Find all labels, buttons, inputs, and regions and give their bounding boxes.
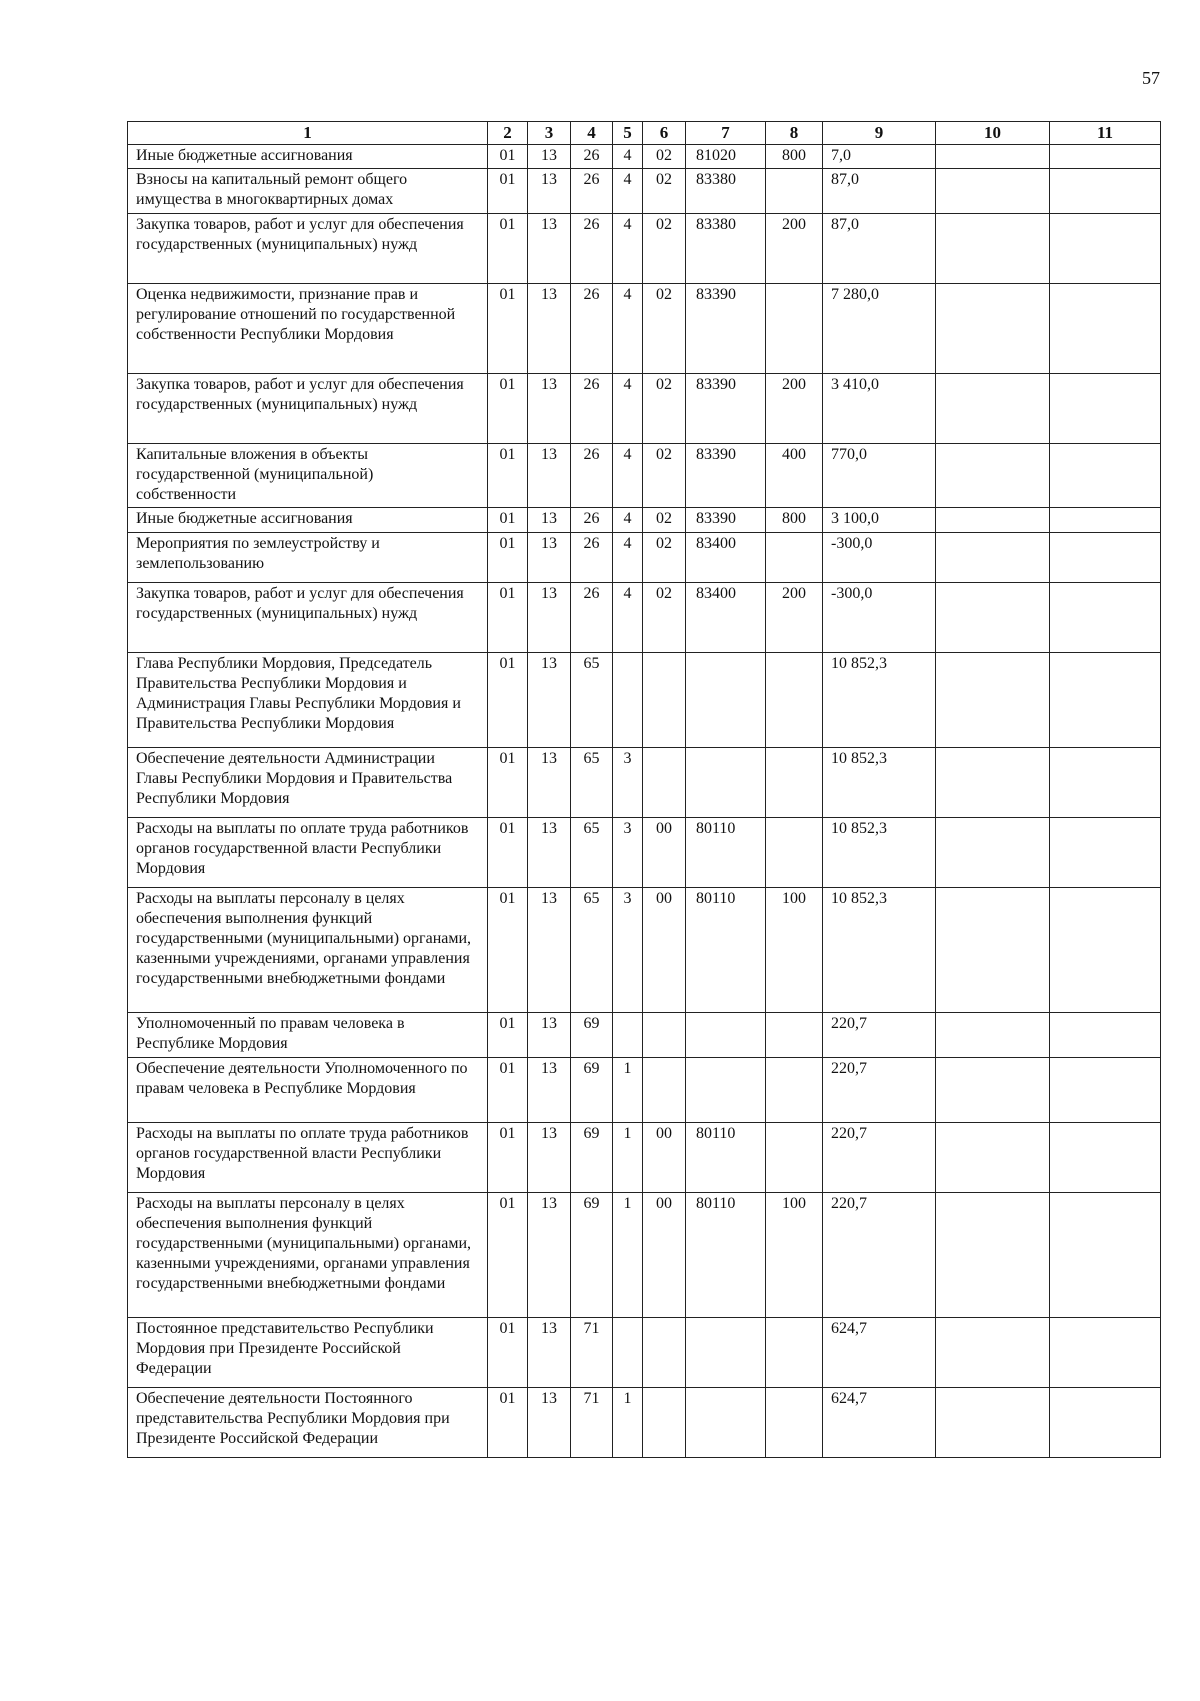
table-row [128,1388,1161,1458]
cell-col-11 [1050,1058,1161,1123]
cell-col-10 [936,374,1050,444]
cell-col-4: 69 [571,1193,613,1318]
cell-col-10 [936,533,1050,583]
table-row [128,374,1161,444]
cell-col-9: 10 852,3 [823,888,936,1013]
cell-col-7 [686,1388,766,1458]
cell-col-9: -300,0 [823,533,936,583]
cell-col-5: 1 [613,1058,643,1123]
cell-col-6: 02 [643,284,686,374]
cell-col-10 [936,508,1050,533]
cell-col-2: 01 [488,1318,528,1388]
cell-col-5: 4 [613,284,643,374]
cell-col-5: 4 [613,533,643,583]
cell-col-9: 624,7 [823,1388,936,1458]
cell-col-2: 01 [488,169,528,214]
cell-col-4: 65 [571,748,613,818]
cell-col-2: 01 [488,1193,528,1318]
cell-col-2: 01 [488,748,528,818]
cell-col-5: 4 [613,583,643,653]
cell-col-10 [936,583,1050,653]
cell-col-2: 01 [488,888,528,1013]
cell-col-5: 3 [613,888,643,1013]
cell-col-11 [1050,533,1161,583]
cell-col-6: 02 [643,444,686,508]
cell-col-9: 7,0 [823,145,936,169]
cell-col-7 [686,1318,766,1388]
cell-col-9: 220,7 [823,1123,936,1193]
row-name-cell: Закупка товаров, работ и услуг для обеспечения государственных (муниципальных) нужд [128,583,488,653]
cell-col-3: 13 [528,169,571,214]
cell-col-7: 83390 [686,374,766,444]
cell-col-4: 65 [571,653,613,748]
cell-col-2: 01 [488,1013,528,1058]
cell-col-2: 01 [488,145,528,169]
cell-col-6 [643,1388,686,1458]
cell-col-5 [613,1318,643,1388]
cell-col-6 [643,1318,686,1388]
table-row [128,1013,1161,1058]
cell-col-8: 200 [766,214,823,284]
cell-col-6 [643,1013,686,1058]
cell-col-8 [766,169,823,214]
cell-col-5: 1 [613,1388,643,1458]
column-header-3: 3 [528,122,571,145]
cell-col-4: 69 [571,1058,613,1123]
cell-col-6 [643,1058,686,1123]
cell-col-3: 13 [528,583,571,653]
table-row [128,653,1161,748]
cell-col-5: 3 [613,818,643,888]
cell-col-3: 13 [528,1193,571,1318]
cell-col-9: 87,0 [823,214,936,284]
column-header-8: 8 [766,122,823,145]
cell-col-3: 13 [528,1058,571,1123]
table-row [128,888,1161,1013]
column-header-5: 5 [613,122,643,145]
cell-col-11 [1050,374,1161,444]
column-header-11: 11 [1050,122,1161,145]
column-header-7: 7 [686,122,766,145]
cell-col-8 [766,818,823,888]
cell-col-7: 83390 [686,284,766,374]
cell-col-4: 69 [571,1123,613,1193]
table-row [128,284,1161,374]
cell-col-6: 00 [643,1123,686,1193]
table-row [128,444,1161,508]
table-row [128,214,1161,284]
cell-col-4: 65 [571,888,613,1013]
cell-col-6: 00 [643,818,686,888]
cell-col-11 [1050,169,1161,214]
cell-col-5: 4 [613,374,643,444]
cell-col-6: 02 [643,374,686,444]
cell-col-3: 13 [528,1388,571,1458]
cell-col-4: 26 [571,508,613,533]
cell-col-11 [1050,284,1161,374]
cell-col-2: 01 [488,1123,528,1193]
cell-col-4: 26 [571,533,613,583]
cell-col-10 [936,653,1050,748]
cell-col-8: 200 [766,583,823,653]
cell-col-2: 01 [488,214,528,284]
table-row [128,1318,1161,1388]
cell-col-5: 4 [613,214,643,284]
column-header-2: 2 [488,122,528,145]
cell-col-2: 01 [488,508,528,533]
cell-col-7: 83400 [686,533,766,583]
cell-col-11 [1050,1123,1161,1193]
cell-col-11 [1050,818,1161,888]
cell-col-9: 220,7 [823,1193,936,1318]
cell-col-8 [766,1013,823,1058]
cell-col-8: 800 [766,508,823,533]
cell-col-4: 26 [571,583,613,653]
cell-col-8 [766,284,823,374]
row-name-cell: Взносы на капитальный ремонт общего имущества в многоквартирных домах [128,169,488,214]
table-row [128,533,1161,583]
cell-col-2: 01 [488,284,528,374]
cell-col-11 [1050,214,1161,284]
row-name-cell: Иные бюджетные ассигнования [128,508,488,533]
cell-col-4: 71 [571,1388,613,1458]
row-name-cell: Постоянное представительство Республики Мордовия при Президенте Российской Федерации [128,1318,488,1388]
table-row [128,818,1161,888]
cell-col-11 [1050,748,1161,818]
table-row [128,583,1161,653]
row-name-cell: Мероприятия по землеустройству и землепользованию [128,533,488,583]
cell-col-6: 02 [643,145,686,169]
cell-col-10 [936,888,1050,1013]
cell-col-3: 13 [528,214,571,284]
cell-col-8 [766,1388,823,1458]
cell-col-5: 1 [613,1123,643,1193]
cell-col-7 [686,1058,766,1123]
cell-col-3: 13 [528,748,571,818]
cell-col-7: 83390 [686,508,766,533]
cell-col-11 [1050,888,1161,1013]
cell-col-9: 10 852,3 [823,748,936,818]
page-number: 57 [1142,68,1160,88]
cell-col-9: 10 852,3 [823,818,936,888]
table-row [128,169,1161,214]
cell-col-9: 770,0 [823,444,936,508]
cell-col-7: 80110 [686,888,766,1013]
cell-col-8: 100 [766,1193,823,1318]
cell-col-11 [1050,653,1161,748]
table-header-row [128,122,1161,145]
cell-col-7: 80110 [686,1123,766,1193]
cell-col-7: 80110 [686,1193,766,1318]
column-header-1: 1 [128,122,488,145]
row-name-cell: Капитальные вложения в объекты государственной (муниципальной) собственности [128,444,488,508]
column-header-6: 6 [643,122,686,145]
cell-col-2: 01 [488,1388,528,1458]
row-name-cell: Оценка недвижимости, признание прав и регулирование отношений по государственной собственности Республики Мордовия [128,284,488,374]
cell-col-3: 13 [528,653,571,748]
cell-col-7 [686,1013,766,1058]
cell-col-6 [643,653,686,748]
cell-col-10 [936,748,1050,818]
cell-col-4: 26 [571,145,613,169]
cell-col-2: 01 [488,818,528,888]
cell-col-8 [766,533,823,583]
cell-col-2: 01 [488,1058,528,1123]
cell-col-3: 13 [528,145,571,169]
cell-col-11 [1050,444,1161,508]
cell-col-3: 13 [528,444,571,508]
cell-col-10 [936,818,1050,888]
cell-col-9: 3 100,0 [823,508,936,533]
row-name-cell: Обеспечение деятельности Уполномоченного по правам человека в Республике Мордовия [128,1058,488,1123]
cell-col-11 [1050,1318,1161,1388]
cell-col-9: 10 852,3 [823,653,936,748]
cell-col-8: 400 [766,444,823,508]
cell-col-3: 13 [528,508,571,533]
cell-col-6: 02 [643,214,686,284]
table-row [128,1193,1161,1318]
cell-col-5: 4 [613,444,643,508]
cell-col-5 [613,653,643,748]
cell-col-10 [936,1193,1050,1318]
table-row [128,508,1161,533]
cell-col-6: 02 [643,169,686,214]
cell-col-11 [1050,145,1161,169]
table-row [128,1058,1161,1123]
cell-col-2: 01 [488,653,528,748]
budget-table [127,121,1161,1458]
column-header-9: 9 [823,122,936,145]
cell-col-10 [936,1013,1050,1058]
row-name-cell: Расходы на выплаты по оплате труда работников органов государственной власти Республики Мордовия [128,818,488,888]
row-name-cell: Расходы на выплаты по оплате труда работников органов государственной власти Республики Мордовия [128,1123,488,1193]
cell-col-5: 1 [613,1193,643,1318]
row-name-cell: Обеспечение деятельности Администрации Главы Республики Мордовия и Правительства Республики Мордовия [128,748,488,818]
cell-col-7: 83380 [686,169,766,214]
cell-col-6 [643,748,686,818]
cell-col-3: 13 [528,374,571,444]
row-name-cell: Расходы на выплаты персоналу в целях обеспечения выполнения функций государственными (муниципальными) органами, казенными учреждениями, органами управления государственными внебюджетными фондами [128,888,488,1013]
cell-col-6: 00 [643,888,686,1013]
table-row [128,748,1161,818]
cell-col-10 [936,169,1050,214]
cell-col-2: 01 [488,444,528,508]
cell-col-5: 3 [613,748,643,818]
cell-col-9: 220,7 [823,1058,936,1123]
row-name-cell: Уполномоченный по правам человека в Республике Мордовия [128,1013,488,1058]
cell-col-9: 220,7 [823,1013,936,1058]
cell-col-7: 81020 [686,145,766,169]
column-header-10: 10 [936,122,1050,145]
cell-col-10 [936,1388,1050,1458]
cell-col-5: 4 [613,169,643,214]
cell-col-5 [613,1013,643,1058]
cell-col-11 [1050,508,1161,533]
cell-col-9: -300,0 [823,583,936,653]
cell-col-5: 4 [613,145,643,169]
cell-col-4: 26 [571,214,613,284]
cell-col-11 [1050,1013,1161,1058]
cell-col-7: 83380 [686,214,766,284]
row-name-cell: Иные бюджетные ассигнования [128,145,488,169]
cell-col-8: 100 [766,888,823,1013]
cell-col-8 [766,653,823,748]
row-name-cell: Глава Республики Мордовия, Председатель Правительства Республики Мордовия и Администрация Главы Республики Мордовия и Правительства Республики Мордовия [128,653,488,748]
cell-col-2: 01 [488,583,528,653]
row-name-cell: Закупка товаров, работ и услуг для обеспечения государственных (муниципальных) нужд [128,374,488,444]
cell-col-8 [766,1123,823,1193]
cell-col-3: 13 [528,818,571,888]
cell-col-4: 26 [571,374,613,444]
cell-col-3: 13 [528,1318,571,1388]
cell-col-9: 7 280,0 [823,284,936,374]
cell-col-6: 02 [643,583,686,653]
cell-col-10 [936,1058,1050,1123]
cell-col-4: 26 [571,444,613,508]
cell-col-4: 69 [571,1013,613,1058]
cell-col-4: 26 [571,169,613,214]
cell-col-8 [766,1058,823,1123]
cell-col-4: 65 [571,818,613,888]
cell-col-10 [936,145,1050,169]
cell-col-9: 624,7 [823,1318,936,1388]
cell-col-8: 800 [766,145,823,169]
cell-col-10 [936,444,1050,508]
cell-col-2: 01 [488,374,528,444]
row-name-cell: Расходы на выплаты персоналу в целях обеспечения выполнения функций государственными (муниципальными) органами, казенными учреждениями, органами управления государственными внебюджетными фондами [128,1193,488,1318]
cell-col-11 [1050,1193,1161,1318]
cell-col-9: 3 410,0 [823,374,936,444]
cell-col-8 [766,1318,823,1388]
cell-col-4: 71 [571,1318,613,1388]
cell-col-8: 200 [766,374,823,444]
cell-col-2: 01 [488,533,528,583]
cell-col-6: 02 [643,508,686,533]
cell-col-10 [936,1318,1050,1388]
column-header-4: 4 [571,122,613,145]
table-body [128,145,1161,1458]
cell-col-11 [1050,583,1161,653]
cell-col-3: 13 [528,888,571,1013]
cell-col-3: 13 [528,533,571,583]
cell-col-7: 80110 [686,818,766,888]
cell-col-5: 4 [613,508,643,533]
table-row [128,145,1161,169]
cell-col-3: 13 [528,1123,571,1193]
cell-col-3: 13 [528,284,571,374]
cell-col-3: 13 [528,1013,571,1058]
cell-col-4: 26 [571,284,613,374]
cell-col-6: 02 [643,533,686,583]
cell-col-10 [936,214,1050,284]
cell-col-6: 00 [643,1193,686,1318]
row-name-cell: Обеспечение деятельности Постоянного представительства Республики Мордовия при Президенте Российской Федерации [128,1388,488,1458]
table-row [128,1123,1161,1193]
cell-col-7: 83400 [686,583,766,653]
cell-col-11 [1050,1388,1161,1458]
cell-col-7: 83390 [686,444,766,508]
cell-col-7 [686,653,766,748]
cell-col-10 [936,284,1050,374]
cell-col-10 [936,1123,1050,1193]
cell-col-7 [686,748,766,818]
row-name-cell: Закупка товаров, работ и услуг для обеспечения государственных (муниципальных) нужд [128,214,488,284]
cell-col-9: 87,0 [823,169,936,214]
cell-col-8 [766,748,823,818]
